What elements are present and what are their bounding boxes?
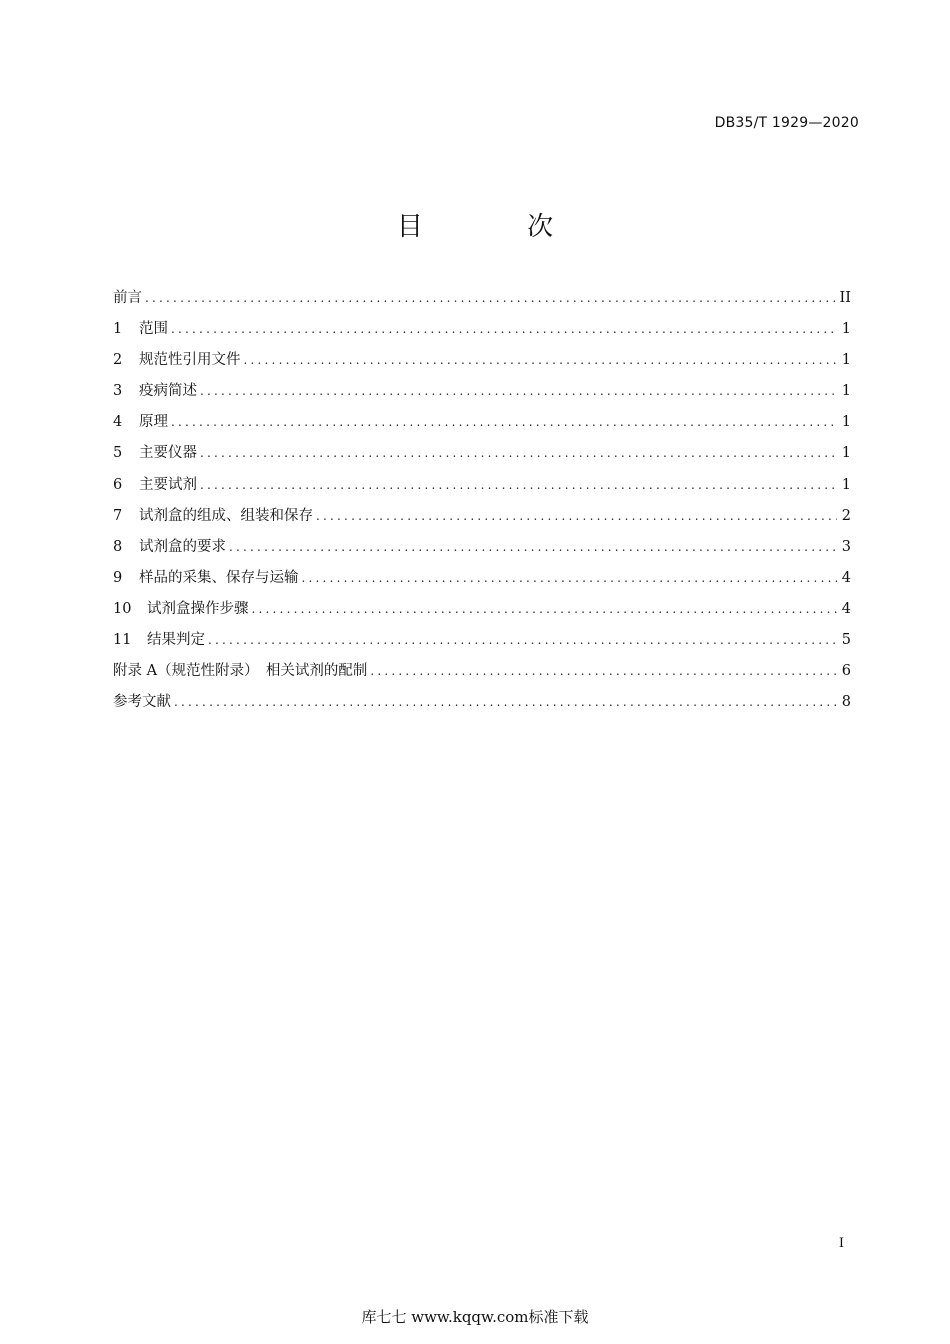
toc-entry-page: 5 <box>841 632 851 649</box>
page-number: I <box>838 1236 844 1251</box>
toc-leader-dots <box>316 509 837 523</box>
toc-entry-4[interactable] <box>113 410 851 441</box>
toc-entry-number: 3 <box>113 383 123 400</box>
toc-leader-dots <box>171 322 837 336</box>
toc-entry-number: 5 <box>113 445 123 462</box>
watermark-footer: 库七七 www.kqqw.com标准下载 <box>361 1308 589 1326</box>
toc-entry-11[interactable] <box>113 628 851 659</box>
toc-entry-number: 6 <box>113 476 123 493</box>
document-code: DB35/T 1929—2020 <box>714 115 859 131</box>
toc-entry-page: 1 <box>841 321 851 338</box>
toc-entry-5[interactable] <box>113 441 851 472</box>
toc-entry-label: 结果判定 <box>147 632 205 649</box>
toc-entry-page: 1 <box>841 352 851 369</box>
toc-entry-references[interactable] <box>113 690 851 721</box>
toc-entry-number: 4 <box>113 414 123 431</box>
toc-entry-10[interactable] <box>113 597 851 628</box>
toc-entry-label: 主要试剂 <box>139 476 197 493</box>
toc-leader-dots <box>200 384 837 398</box>
toc-entry-label: 主要仪器 <box>139 445 197 462</box>
toc-leader-dots <box>229 540 837 554</box>
toc-entry-label: 前言 <box>113 290 142 306</box>
toc-leader-dots <box>244 353 838 367</box>
toc-entry-number: 2 <box>113 352 123 369</box>
toc-leader-dots <box>370 664 837 678</box>
toc-entry-page: 2 <box>841 507 851 524</box>
toc-entry-page: 8 <box>841 694 851 711</box>
toc-entry-label: 范围 <box>139 321 168 338</box>
toc-entry-label: 参考文献 <box>113 694 171 711</box>
toc-entry-label: 疫病简述 <box>139 383 197 400</box>
toc-entry-6[interactable] <box>113 473 851 504</box>
toc-entry-page: 1 <box>841 383 851 400</box>
toc-entry-number: 1 <box>113 321 123 338</box>
toc-leader-dots <box>174 695 837 709</box>
toc-entry-label: 原理 <box>139 414 168 431</box>
toc-entry-label: 样品的采集、保存与运输 <box>139 569 299 586</box>
page-title: 目 次 <box>396 212 602 242</box>
toc-entry-label: 规范性引用文件 <box>139 352 241 369</box>
toc-entry-label: 试剂盒操作步骤 <box>147 600 249 617</box>
toc-entry-8[interactable] <box>113 535 851 566</box>
toc-entry-9[interactable] <box>113 566 851 597</box>
toc-entry-label: 试剂盒的组成、组装和保存 <box>139 507 313 524</box>
toc-entry-label: 附录 A（规范性附录） 相关试剂的配制 <box>113 663 368 680</box>
toc-entry-page: II <box>839 290 851 306</box>
toc-entry-page: 3 <box>841 538 851 555</box>
toc-leader-dots <box>145 291 836 305</box>
toc-entry-7[interactable] <box>113 504 851 535</box>
toc-entry-3[interactable] <box>113 379 851 410</box>
toc-entry-number: 7 <box>113 507 123 524</box>
toc-leader-dots <box>171 415 837 429</box>
toc-entry-number: 8 <box>113 538 123 555</box>
toc-leader-dots <box>302 571 838 585</box>
toc-entry-appendix-a[interactable] <box>113 659 851 690</box>
toc-entry-number: 9 <box>113 569 123 586</box>
toc-entry-number: 11 <box>113 632 132 649</box>
toc-entry-number: 10 <box>113 600 132 617</box>
toc-entry-page: 1 <box>841 414 851 431</box>
toc-entry-page: 4 <box>841 600 851 617</box>
toc-leader-dots <box>200 446 837 460</box>
toc-entry-1[interactable] <box>113 317 851 348</box>
toc-entry-page: 6 <box>841 663 851 680</box>
toc-entry-page: 1 <box>841 476 851 493</box>
toc-leader-dots <box>252 602 838 616</box>
toc-entry-label: 试剂盒的要求 <box>139 538 226 555</box>
table-of-contents <box>113 286 851 721</box>
toc-leader-dots <box>200 478 837 492</box>
toc-entry-2[interactable] <box>113 348 851 379</box>
toc-entry-page: 1 <box>841 445 851 462</box>
toc-entry-page: 4 <box>841 569 851 586</box>
toc-entry-foreword[interactable] <box>113 286 851 317</box>
toc-leader-dots <box>208 633 837 647</box>
